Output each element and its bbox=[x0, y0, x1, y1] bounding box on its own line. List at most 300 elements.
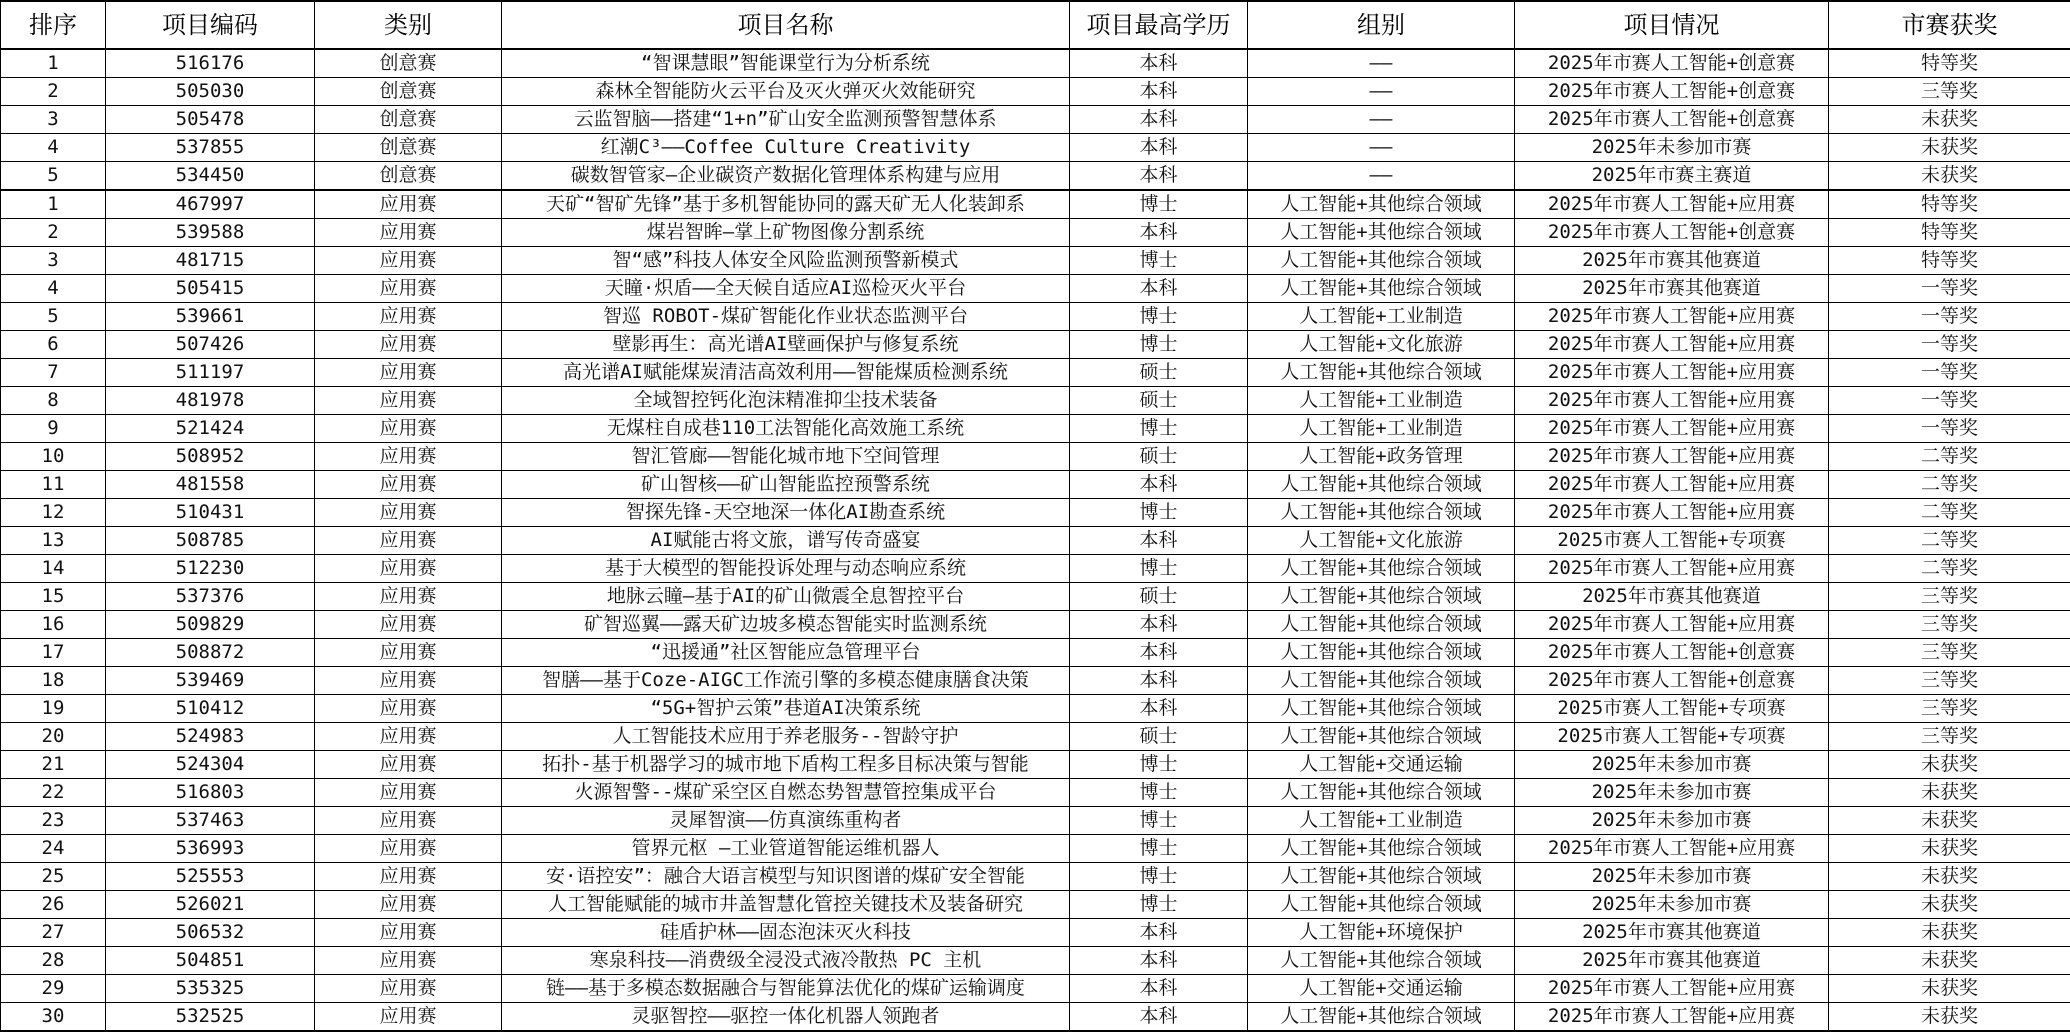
cell-name: 全域智控钙化泡沫精准抑尘技术装备 bbox=[502, 387, 1070, 415]
cell-group: 人工智能+其他综合领域 bbox=[1248, 667, 1515, 695]
cell-award: 未获奖 bbox=[1829, 779, 2070, 807]
cell-order: 9 bbox=[1, 415, 106, 443]
cell-status: 2025年市赛其他赛道 bbox=[1515, 919, 1829, 947]
cell-category: 应用赛 bbox=[315, 863, 502, 891]
cell-degree: 本科 bbox=[1070, 78, 1248, 106]
cell-name: 碳数智管家—企业碳资产数据化管理体系构建与应用 bbox=[502, 162, 1070, 191]
header-group: 组别 bbox=[1248, 1, 1515, 49]
table-row bbox=[1, 583, 2070, 611]
table-row bbox=[1, 415, 2070, 443]
cell-award: 三等奖 bbox=[1829, 78, 2070, 106]
cell-degree: 本科 bbox=[1070, 611, 1248, 639]
table-row bbox=[1, 751, 2070, 779]
cell-group: 人工智能+工业制造 bbox=[1248, 415, 1515, 443]
table-row bbox=[1, 78, 2070, 106]
cell-award: 未获奖 bbox=[1829, 975, 2070, 1003]
cell-group: 人工智能+其他综合领域 bbox=[1248, 1003, 1515, 1032]
cell-group: 人工智能+其他综合领域 bbox=[1248, 190, 1515, 219]
table-row bbox=[1, 387, 2070, 415]
cell-order: 13 bbox=[1, 527, 106, 555]
cell-name: 壁影再生：高光谱AI壁画保护与修复系统 bbox=[502, 331, 1070, 359]
cell-status: 2025年市赛人工智能+应用赛 bbox=[1515, 975, 1829, 1003]
cell-award: 二等奖 bbox=[1829, 443, 2070, 471]
cell-name: 管界元枢 —工业管道智能运维机器人 bbox=[502, 835, 1070, 863]
cell-degree: 本科 bbox=[1070, 106, 1248, 134]
cell-category: 创意赛 bbox=[315, 134, 502, 162]
cell-code: 505030 bbox=[106, 78, 315, 106]
cell-code: 508785 bbox=[106, 527, 315, 555]
cell-category: 应用赛 bbox=[315, 639, 502, 667]
table-row bbox=[1, 947, 2070, 975]
cell-code: 537463 bbox=[106, 807, 315, 835]
cell-status: 2025年市赛人工智能+应用赛 bbox=[1515, 359, 1829, 387]
cell-category: 应用赛 bbox=[315, 275, 502, 303]
cell-status: 2025年未参加市赛 bbox=[1515, 134, 1829, 162]
cell-category: 应用赛 bbox=[315, 247, 502, 275]
header-degree: 项目最高学历 bbox=[1070, 1, 1248, 49]
cell-degree: 博士 bbox=[1070, 891, 1248, 919]
cell-status: 2025年市赛其他赛道 bbox=[1515, 583, 1829, 611]
cell-degree: 博士 bbox=[1070, 751, 1248, 779]
table-row bbox=[1, 835, 2070, 863]
cell-name: 矿山智核——矿山智能监控预警系统 bbox=[502, 471, 1070, 499]
cell-status: 2025年市赛人工智能+创意赛 bbox=[1515, 639, 1829, 667]
cell-code: 532525 bbox=[106, 1003, 315, 1032]
cell-group: 人工智能+文化旅游 bbox=[1248, 527, 1515, 555]
cell-code: 467997 bbox=[106, 190, 315, 219]
cell-status: 2025年市赛人工智能+应用赛 bbox=[1515, 1003, 1829, 1032]
cell-degree: 本科 bbox=[1070, 975, 1248, 1003]
cell-order: 25 bbox=[1, 863, 106, 891]
cell-category: 应用赛 bbox=[315, 835, 502, 863]
cell-degree: 本科 bbox=[1070, 695, 1248, 723]
cell-degree: 博士 bbox=[1070, 415, 1248, 443]
table-row bbox=[1, 975, 2070, 1003]
cell-award: 三等奖 bbox=[1829, 639, 2070, 667]
cell-order: 21 bbox=[1, 751, 106, 779]
cell-order: 3 bbox=[1, 247, 106, 275]
cell-code: 537376 bbox=[106, 583, 315, 611]
cell-name: 基于大模型的智能投诉处理与动态响应系统 bbox=[502, 555, 1070, 583]
table-row bbox=[1, 1003, 2070, 1032]
table-row bbox=[1, 527, 2070, 555]
table-row bbox=[1, 555, 2070, 583]
cell-order: 1 bbox=[1, 49, 106, 78]
table-row bbox=[1, 667, 2070, 695]
cell-degree: 博士 bbox=[1070, 779, 1248, 807]
cell-award: 一等奖 bbox=[1829, 387, 2070, 415]
cell-code: 510431 bbox=[106, 499, 315, 527]
table-row bbox=[1, 275, 2070, 303]
cell-status: 2025年未参加市赛 bbox=[1515, 807, 1829, 835]
cell-order: 20 bbox=[1, 723, 106, 751]
cell-order: 27 bbox=[1, 919, 106, 947]
cell-name: 寒泉科技——消费级全浸没式液冷散热 PC 主机 bbox=[502, 947, 1070, 975]
cell-group: 人工智能+其他综合领域 bbox=[1248, 359, 1515, 387]
table-row bbox=[1, 247, 2070, 275]
cell-degree: 本科 bbox=[1070, 527, 1248, 555]
cell-category: 应用赛 bbox=[315, 415, 502, 443]
cell-name: 火源智警--煤矿采空区自燃态势智慧管控集成平台 bbox=[502, 779, 1070, 807]
cell-award: 未获奖 bbox=[1829, 891, 2070, 919]
cell-order: 11 bbox=[1, 471, 106, 499]
cell-group: 人工智能+其他综合领域 bbox=[1248, 891, 1515, 919]
cell-name: 天矿“智矿先锋”基于多机智能协同的露天矿无人化装卸系 bbox=[502, 190, 1070, 219]
cell-award: 一等奖 bbox=[1829, 415, 2070, 443]
cell-code: 507426 bbox=[106, 331, 315, 359]
table-row bbox=[1, 162, 2070, 191]
cell-group: 人工智能+其他综合领域 bbox=[1248, 695, 1515, 723]
cell-degree: 本科 bbox=[1070, 667, 1248, 695]
cell-category: 应用赛 bbox=[315, 527, 502, 555]
cell-category: 应用赛 bbox=[315, 331, 502, 359]
cell-status: 2025年市赛人工智能+应用赛 bbox=[1515, 415, 1829, 443]
cell-code: 521424 bbox=[106, 415, 315, 443]
header-row bbox=[1, 1, 2070, 49]
cell-award: 一等奖 bbox=[1829, 359, 2070, 387]
cell-group: 人工智能+其他综合领域 bbox=[1248, 611, 1515, 639]
cell-degree: 硕士 bbox=[1070, 387, 1248, 415]
cell-code: 508872 bbox=[106, 639, 315, 667]
cell-category: 创意赛 bbox=[315, 162, 502, 191]
cell-category: 应用赛 bbox=[315, 303, 502, 331]
cell-award: 未获奖 bbox=[1829, 162, 2070, 191]
table-row bbox=[1, 303, 2070, 331]
cell-code: 526021 bbox=[106, 891, 315, 919]
cell-status: 2025年未参加市赛 bbox=[1515, 779, 1829, 807]
header-code: 项目编码 bbox=[106, 1, 315, 49]
table-row bbox=[1, 443, 2070, 471]
cell-order: 4 bbox=[1, 275, 106, 303]
cell-name: 安·语控安”：融合大语言模型与知识图谱的煤矿安全智能 bbox=[502, 863, 1070, 891]
cell-status: 2025年市赛人工智能+应用赛 bbox=[1515, 303, 1829, 331]
cell-degree: 本科 bbox=[1070, 49, 1248, 78]
cell-status: 2025年市赛其他赛道 bbox=[1515, 247, 1829, 275]
cell-order: 14 bbox=[1, 555, 106, 583]
header-category: 类别 bbox=[315, 1, 502, 49]
cell-group: 人工智能+其他综合领域 bbox=[1248, 247, 1515, 275]
cell-code: 539588 bbox=[106, 219, 315, 247]
cell-order: 15 bbox=[1, 583, 106, 611]
cell-name: 智探先锋-天空地深一体化AI勘查系统 bbox=[502, 499, 1070, 527]
cell-order: 1 bbox=[1, 190, 106, 219]
cell-category: 应用赛 bbox=[315, 190, 502, 219]
cell-status: 2025年市赛人工智能+应用赛 bbox=[1515, 835, 1829, 863]
cell-code: 481978 bbox=[106, 387, 315, 415]
cell-category: 应用赛 bbox=[315, 807, 502, 835]
cell-award: 未获奖 bbox=[1829, 106, 2070, 134]
cell-group: 人工智能+其他综合领域 bbox=[1248, 275, 1515, 303]
table-row bbox=[1, 723, 2070, 751]
cell-degree: 博士 bbox=[1070, 499, 1248, 527]
cell-order: 28 bbox=[1, 947, 106, 975]
cell-award: 未获奖 bbox=[1829, 919, 2070, 947]
cell-award: 一等奖 bbox=[1829, 331, 2070, 359]
cell-award: 未获奖 bbox=[1829, 1003, 2070, 1032]
cell-name: 人工智能赋能的城市井盖智慧化管控关键技术及装备研究 bbox=[502, 891, 1070, 919]
table-row bbox=[1, 695, 2070, 723]
cell-name: “迅援通”社区智能应急管理平台 bbox=[502, 639, 1070, 667]
cell-order: 23 bbox=[1, 807, 106, 835]
cell-degree: 硕士 bbox=[1070, 583, 1248, 611]
cell-award: 未获奖 bbox=[1829, 751, 2070, 779]
cell-category: 应用赛 bbox=[315, 667, 502, 695]
cell-name: 灵犀智演——仿真演练重构者 bbox=[502, 807, 1070, 835]
cell-name: 森林全智能防火云平台及灭火弹灭火效能研究 bbox=[502, 78, 1070, 106]
cell-name: 煤岩智眸—掌上矿物图像分割系统 bbox=[502, 219, 1070, 247]
cell-category: 创意赛 bbox=[315, 106, 502, 134]
cell-order: 2 bbox=[1, 219, 106, 247]
cell-name: “智课慧眼”智能课堂行为分析系统 bbox=[502, 49, 1070, 78]
cell-degree: 博士 bbox=[1070, 247, 1248, 275]
table-row bbox=[1, 611, 2070, 639]
table-row bbox=[1, 106, 2070, 134]
cell-degree: 博士 bbox=[1070, 555, 1248, 583]
cell-category: 应用赛 bbox=[315, 555, 502, 583]
cell-group: 人工智能+工业制造 bbox=[1248, 387, 1515, 415]
cell-order: 24 bbox=[1, 835, 106, 863]
cell-code: 510412 bbox=[106, 695, 315, 723]
header-order: 排序 bbox=[1, 1, 106, 49]
cell-name: 高光谱AI赋能煤炭清洁高效利用——智能煤质检测系统 bbox=[502, 359, 1070, 387]
cell-group: —— bbox=[1248, 162, 1515, 191]
cell-code: 535325 bbox=[106, 975, 315, 1003]
cell-group: 人工智能+其他综合领域 bbox=[1248, 639, 1515, 667]
table-row bbox=[1, 359, 2070, 387]
cell-order: 2 bbox=[1, 78, 106, 106]
cell-category: 应用赛 bbox=[315, 947, 502, 975]
cell-status: 2025年未参加市赛 bbox=[1515, 891, 1829, 919]
cell-name: 云监智脑——搭建“1+n”矿山安全监测预警智慧体系 bbox=[502, 106, 1070, 134]
cell-award: 未获奖 bbox=[1829, 947, 2070, 975]
cell-award: 二等奖 bbox=[1829, 471, 2070, 499]
cell-status: 2025年市赛人工智能+应用赛 bbox=[1515, 555, 1829, 583]
cell-group: 人工智能+其他综合领域 bbox=[1248, 835, 1515, 863]
cell-code: 536993 bbox=[106, 835, 315, 863]
cell-degree: 本科 bbox=[1070, 1003, 1248, 1032]
cell-status: 2025年市赛人工智能+应用赛 bbox=[1515, 387, 1829, 415]
cell-degree: 本科 bbox=[1070, 275, 1248, 303]
cell-group: 人工智能+其他综合领域 bbox=[1248, 863, 1515, 891]
cell-name: 矿智巡翼——露天矿边坡多模态智能实时监测系统 bbox=[502, 611, 1070, 639]
cell-order: 8 bbox=[1, 387, 106, 415]
table-row bbox=[1, 190, 2070, 219]
cell-category: 应用赛 bbox=[315, 919, 502, 947]
cell-status: 2025年市赛其他赛道 bbox=[1515, 275, 1829, 303]
cell-group: 人工智能+其他综合领域 bbox=[1248, 583, 1515, 611]
cell-category: 应用赛 bbox=[315, 611, 502, 639]
cell-order: 18 bbox=[1, 667, 106, 695]
cell-group: 人工智能+政务管理 bbox=[1248, 443, 1515, 471]
cell-order: 5 bbox=[1, 303, 106, 331]
cell-order: 12 bbox=[1, 499, 106, 527]
cell-status: 2025年未参加市赛 bbox=[1515, 751, 1829, 779]
cell-name: 红潮C³——Coffee Culture Creativity bbox=[502, 134, 1070, 162]
cell-group: 人工智能+交通运输 bbox=[1248, 751, 1515, 779]
cell-award: 一等奖 bbox=[1829, 275, 2070, 303]
cell-name: 人工智能技术应用于养老服务--智龄守护 bbox=[502, 723, 1070, 751]
cell-group: —— bbox=[1248, 134, 1515, 162]
cell-category: 应用赛 bbox=[315, 471, 502, 499]
cell-code: 534450 bbox=[106, 162, 315, 191]
cell-award: 未获奖 bbox=[1829, 863, 2070, 891]
cell-group: 人工智能+其他综合领域 bbox=[1248, 947, 1515, 975]
cell-degree: 博士 bbox=[1070, 190, 1248, 219]
cell-code: 539661 bbox=[106, 303, 315, 331]
cell-status: 2025市赛人工智能+专项赛 bbox=[1515, 527, 1829, 555]
cell-award: 特等奖 bbox=[1829, 219, 2070, 247]
cell-category: 应用赛 bbox=[315, 387, 502, 415]
cell-category: 应用赛 bbox=[315, 891, 502, 919]
cell-status: 2025年市赛人工智能+应用赛 bbox=[1515, 611, 1829, 639]
table-row bbox=[1, 807, 2070, 835]
cell-degree: 本科 bbox=[1070, 162, 1248, 191]
cell-code: 511197 bbox=[106, 359, 315, 387]
cell-award: 二等奖 bbox=[1829, 527, 2070, 555]
cell-status: 2025年市赛人工智能+创意赛 bbox=[1515, 219, 1829, 247]
cell-category: 应用赛 bbox=[315, 1003, 502, 1032]
cell-award: 三等奖 bbox=[1829, 723, 2070, 751]
cell-code: 516176 bbox=[106, 49, 315, 78]
cell-group: 人工智能+其他综合领域 bbox=[1248, 555, 1515, 583]
cell-code: 525553 bbox=[106, 863, 315, 891]
cell-code: 505478 bbox=[106, 106, 315, 134]
cell-award: 特等奖 bbox=[1829, 247, 2070, 275]
cell-order: 6 bbox=[1, 331, 106, 359]
cell-order: 19 bbox=[1, 695, 106, 723]
cell-name: 智汇管廊——智能化城市地下空间管理 bbox=[502, 443, 1070, 471]
cell-code: 516803 bbox=[106, 779, 315, 807]
cell-award: 未获奖 bbox=[1829, 835, 2070, 863]
table-row bbox=[1, 331, 2070, 359]
cell-code: 504851 bbox=[106, 947, 315, 975]
cell-degree: 博士 bbox=[1070, 863, 1248, 891]
cell-degree: 本科 bbox=[1070, 134, 1248, 162]
cell-group: 人工智能+工业制造 bbox=[1248, 807, 1515, 835]
cell-degree: 本科 bbox=[1070, 219, 1248, 247]
cell-name: 天瞳·炽盾——全天候自适应AI巡检灭火平台 bbox=[502, 275, 1070, 303]
cell-group: —— bbox=[1248, 106, 1515, 134]
cell-status: 2025年市赛人工智能+应用赛 bbox=[1515, 331, 1829, 359]
cell-group: 人工智能+其他综合领域 bbox=[1248, 723, 1515, 751]
cell-code: 537855 bbox=[106, 134, 315, 162]
cell-award: 特等奖 bbox=[1829, 190, 2070, 219]
cell-category: 应用赛 bbox=[315, 359, 502, 387]
cell-award: 一等奖 bbox=[1829, 303, 2070, 331]
cell-status: 2025年未参加市赛 bbox=[1515, 863, 1829, 891]
header-name: 项目名称 bbox=[502, 1, 1070, 49]
table-row bbox=[1, 219, 2070, 247]
cell-group: 人工智能+其他综合领域 bbox=[1248, 499, 1515, 527]
cell-name: 无煤柱自成巷110工法智能化高效施工系统 bbox=[502, 415, 1070, 443]
cell-group: 人工智能+其他综合领域 bbox=[1248, 779, 1515, 807]
cell-status: 2025年市赛主赛道 bbox=[1515, 162, 1829, 191]
cell-order: 4 bbox=[1, 134, 106, 162]
cell-group: 人工智能+交通运输 bbox=[1248, 975, 1515, 1003]
cell-degree: 本科 bbox=[1070, 947, 1248, 975]
cell-group: —— bbox=[1248, 78, 1515, 106]
table-row bbox=[1, 49, 2070, 78]
cell-category: 创意赛 bbox=[315, 49, 502, 78]
cell-name: 智巡 ROBOT-煤矿智能化作业状态监测平台 bbox=[502, 303, 1070, 331]
cell-status: 2025年市赛人工智能+创意赛 bbox=[1515, 78, 1829, 106]
cell-code: 481715 bbox=[106, 247, 315, 275]
cell-group: 人工智能+工业制造 bbox=[1248, 303, 1515, 331]
cell-name: 智膳——基于Coze-AIGC工作流引擎的多模态健康膳食决策 bbox=[502, 667, 1070, 695]
table-row bbox=[1, 919, 2070, 947]
cell-name: AI赋能古将文旅，谱写传奇盛宴 bbox=[502, 527, 1070, 555]
cell-category: 应用赛 bbox=[315, 499, 502, 527]
cell-award: 二等奖 bbox=[1829, 555, 2070, 583]
cell-name: “5G+智护云策”巷道AI决策系统 bbox=[502, 695, 1070, 723]
cell-code: 509829 bbox=[106, 611, 315, 639]
cell-status: 2025年市赛人工智能+应用赛 bbox=[1515, 443, 1829, 471]
cell-status: 2025年市赛其他赛道 bbox=[1515, 947, 1829, 975]
cell-award: 三等奖 bbox=[1829, 611, 2070, 639]
cell-category: 应用赛 bbox=[315, 975, 502, 1003]
cell-code: 524304 bbox=[106, 751, 315, 779]
cell-degree: 硕士 bbox=[1070, 443, 1248, 471]
cell-order: 10 bbox=[1, 443, 106, 471]
table-row bbox=[1, 134, 2070, 162]
cell-degree: 博士 bbox=[1070, 835, 1248, 863]
cell-code: 506532 bbox=[106, 919, 315, 947]
cell-degree: 博士 bbox=[1070, 807, 1248, 835]
cell-category: 应用赛 bbox=[315, 219, 502, 247]
header-award: 市赛获奖 bbox=[1829, 1, 2070, 49]
cell-name: 硅盾护林——固态泡沫灭火科技 bbox=[502, 919, 1070, 947]
cell-award: 三等奖 bbox=[1829, 667, 2070, 695]
cell-code: 505415 bbox=[106, 275, 315, 303]
cell-degree: 博士 bbox=[1070, 303, 1248, 331]
cell-code: 508952 bbox=[106, 443, 315, 471]
cell-status: 2025年市赛人工智能+应用赛 bbox=[1515, 471, 1829, 499]
cell-order: 16 bbox=[1, 611, 106, 639]
cell-category: 应用赛 bbox=[315, 751, 502, 779]
cell-code: 524983 bbox=[106, 723, 315, 751]
cell-order: 5 bbox=[1, 162, 106, 191]
cell-group: 人工智能+其他综合领域 bbox=[1248, 471, 1515, 499]
cell-status: 2025年市赛人工智能+应用赛 bbox=[1515, 190, 1829, 219]
cell-name: 链——基于多模态数据融合与智能算法优化的煤矿运输调度 bbox=[502, 975, 1070, 1003]
cell-status: 2025年市赛人工智能+创意赛 bbox=[1515, 106, 1829, 134]
cell-degree: 本科 bbox=[1070, 471, 1248, 499]
cell-name: 灵驱智控——驱控一体化机器人领跑者 bbox=[502, 1003, 1070, 1032]
cell-category: 应用赛 bbox=[315, 779, 502, 807]
table-row bbox=[1, 639, 2070, 667]
cell-status: 2025市赛人工智能+专项赛 bbox=[1515, 723, 1829, 751]
cell-name: 智“感”科技人体安全风险监测预警新模式 bbox=[502, 247, 1070, 275]
cell-group: 人工智能+其他综合领域 bbox=[1248, 219, 1515, 247]
cell-order: 26 bbox=[1, 891, 106, 919]
cell-status: 2025年市赛人工智能+创意赛 bbox=[1515, 667, 1829, 695]
cell-name: 拓扑-基于机器学习的城市地下盾构工程多目标决策与智能 bbox=[502, 751, 1070, 779]
cell-status: 2025年市赛人工智能+应用赛 bbox=[1515, 499, 1829, 527]
cell-degree: 本科 bbox=[1070, 919, 1248, 947]
cell-category: 创意赛 bbox=[315, 78, 502, 106]
cell-category: 应用赛 bbox=[315, 583, 502, 611]
table-row bbox=[1, 891, 2070, 919]
cell-award: 二等奖 bbox=[1829, 499, 2070, 527]
cell-degree: 硕士 bbox=[1070, 723, 1248, 751]
cell-order: 3 bbox=[1, 106, 106, 134]
cell-degree: 硕士 bbox=[1070, 359, 1248, 387]
cell-degree: 博士 bbox=[1070, 331, 1248, 359]
cell-group: —— bbox=[1248, 49, 1515, 78]
cell-award: 特等奖 bbox=[1829, 49, 2070, 78]
cell-award: 未获奖 bbox=[1829, 134, 2070, 162]
cell-award: 未获奖 bbox=[1829, 807, 2070, 835]
